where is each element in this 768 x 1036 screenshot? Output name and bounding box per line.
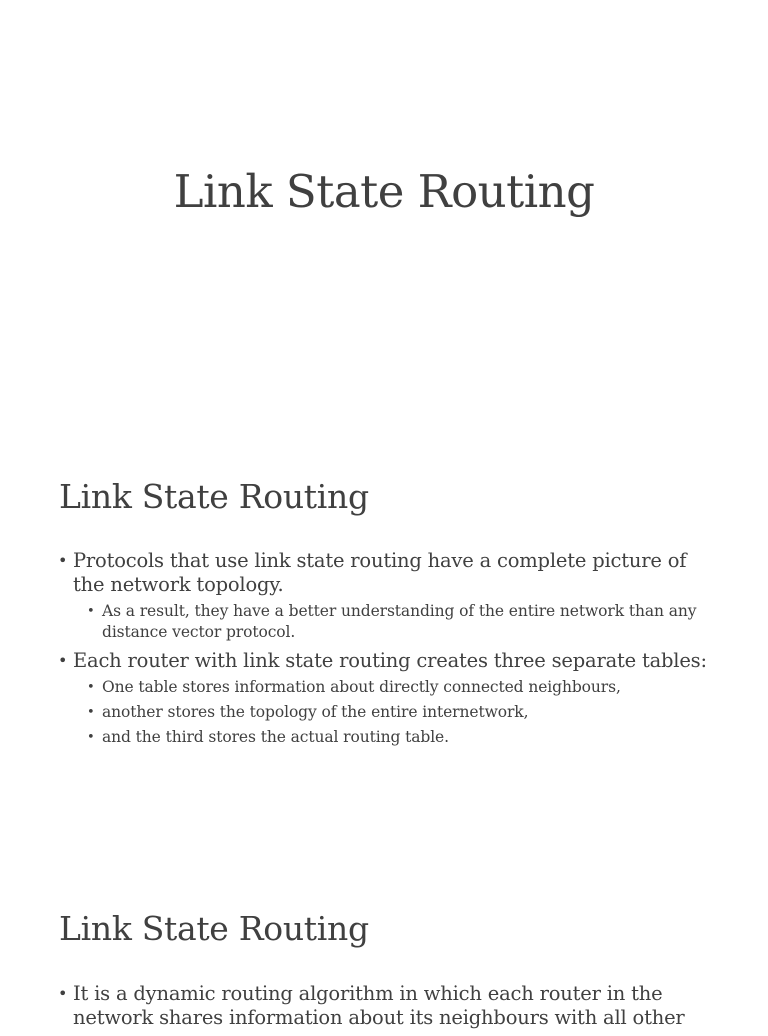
sub-bullet-item	[87, 727, 718, 748]
slide-title: Link State Routing	[173, 165, 595, 218]
bullet-list	[58, 549, 718, 754]
sub-bullet-text: another stores the topology of the entire internetwork,	[102, 703, 529, 721]
sub-bullet-text: As a result, they have a better understanding of the entire network than any distance vector protocol.	[102, 602, 697, 641]
slide-title: Link State Routing	[59, 909, 369, 948]
bullet-item	[58, 649, 718, 748]
sub-bullet-text: and the third stores the actual routing table.	[102, 728, 449, 746]
bullet-item	[58, 549, 718, 643]
content-slide	[0, 864, 768, 1029]
sub-bullet-text: One table stores information about directly connected neighbours,	[102, 678, 621, 696]
sub-bullet-list	[73, 601, 718, 643]
sub-bullet-item	[87, 677, 718, 698]
bullet-icon: •	[87, 730, 95, 745]
bullet-icon: •	[87, 604, 95, 619]
bullet-text: Each router with link state routing creates three separate tables:	[73, 649, 707, 672]
slide-title: Link State Routing	[59, 477, 369, 516]
bullet-icon: •	[58, 651, 68, 670]
bullet-icon: •	[87, 705, 95, 720]
bullet-icon: •	[87, 680, 95, 695]
sub-bullet-list	[73, 677, 718, 748]
sub-bullet-item	[87, 702, 718, 723]
sub-bullet-item	[87, 601, 718, 643]
bullet-list	[58, 982, 718, 1036]
bullet-text: Protocols that use link state routing have a complete picture of the network topology.	[73, 549, 687, 596]
bullet-icon: •	[58, 984, 68, 1003]
bullet-item	[58, 982, 718, 1030]
bullet-text: It is a dynamic routing algorithm in which each router in the network shares information about its neighbours with all other	[73, 982, 685, 1029]
content-slide	[0, 432, 768, 864]
bullet-icon: •	[58, 551, 68, 570]
title-slide	[0, 0, 768, 432]
